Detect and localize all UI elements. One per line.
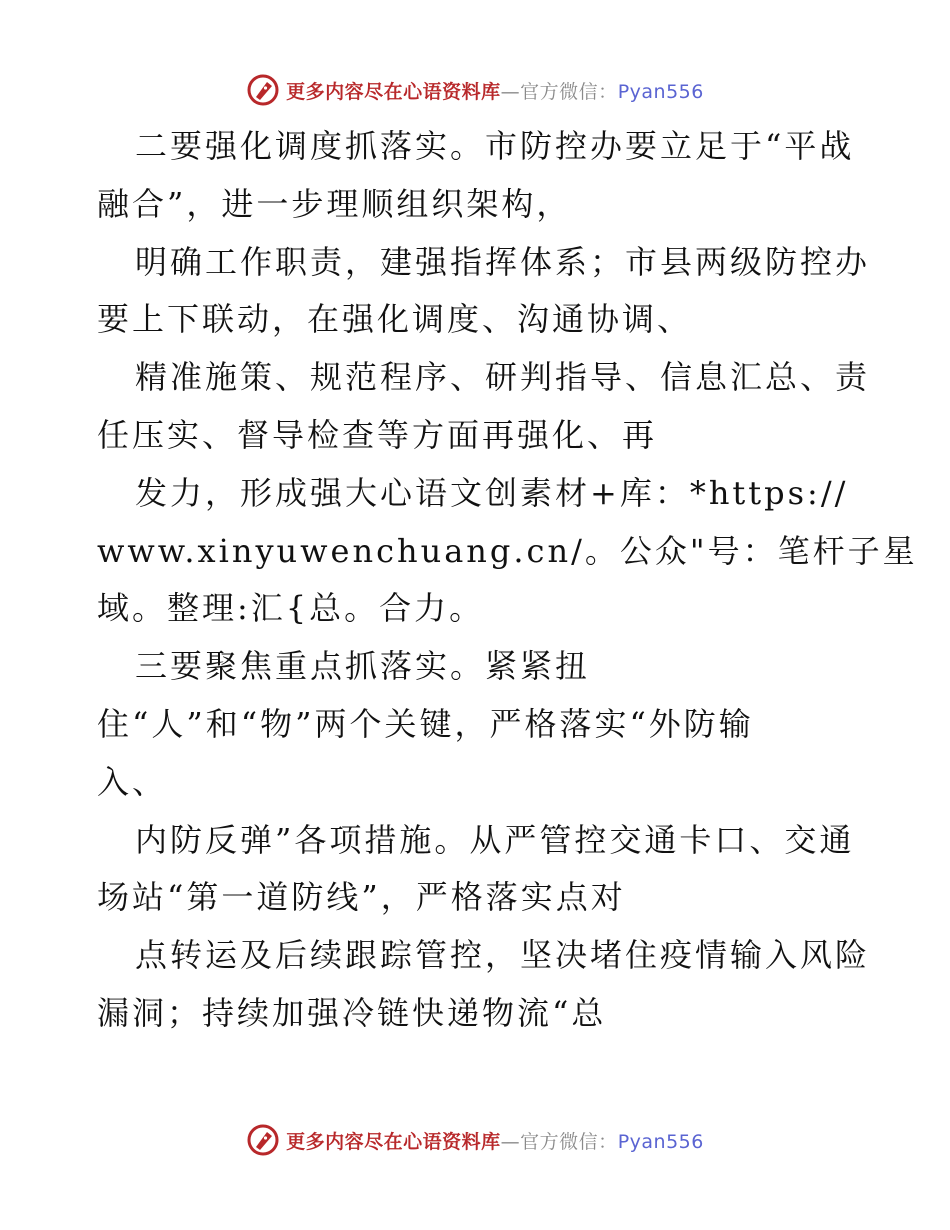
body-line: 漏洞；持续加强冷链快递物流“总 (97, 993, 607, 1032)
header-banner-wechat-id: Pyan556 (617, 80, 704, 103)
body-line: 住“人”和“物”两个关键，严格落实“外防输 (97, 704, 754, 743)
footer-banner-text (286, 1127, 704, 1154)
document-body (97, 118, 918, 1043)
footer-banner-wechat-id: Pyan556 (617, 1130, 704, 1153)
footer-banner (0, 1120, 950, 1160)
body-line: 域。整理:汇{总。合力。 (97, 589, 485, 628)
header-banner-library-name: 更多内容尽在心语资料库 (286, 80, 501, 103)
pen-nib-logo-icon (246, 73, 280, 107)
body-line: www.xinyuwenchuang.cn/。公众"号：笔杆子星 (97, 531, 918, 570)
body-line: 发力，形成强大心语文创素材+库：*https:// (135, 473, 849, 512)
header-banner-wechat-label: —官方微信： (500, 80, 618, 103)
header-banner-text (286, 77, 704, 104)
body-line: 精准施策、规范程序、研判指导、信息汇总、责 (135, 358, 871, 397)
body-line: 入、 (97, 762, 168, 801)
footer-banner-library-name: 更多内容尽在心语资料库 (286, 1130, 501, 1153)
body-line: 内防反弹”各项措施。从严管控交通卡口、交通 (135, 820, 855, 859)
body-line: 二要强化调度抓落实。市防控办要立足于“平战 (135, 127, 855, 165)
body-line: 三要聚焦重点抓落实。紧紧扭 (135, 647, 591, 686)
pen-nib-logo-icon (246, 1123, 280, 1157)
body-line: 任压实、督导检查等方面再强化、再 (97, 415, 658, 454)
header-banner (0, 70, 950, 110)
body-line: 场站“第一道防线”，严格落实点对 (97, 878, 626, 917)
body-line: 点转运及后续跟踪管控，坚决堵住疫情输入风险 (135, 936, 871, 975)
body-line: 融合”，进一步理顺组织架构， (97, 184, 572, 223)
body-line: 要上下联动，在强化调度、沟通协调、 (97, 300, 693, 339)
footer-banner-wechat-label: —官方微信： (500, 1130, 618, 1153)
body-line: 明确工作职责，建强指挥体系；市县两级防控办 (135, 242, 871, 281)
